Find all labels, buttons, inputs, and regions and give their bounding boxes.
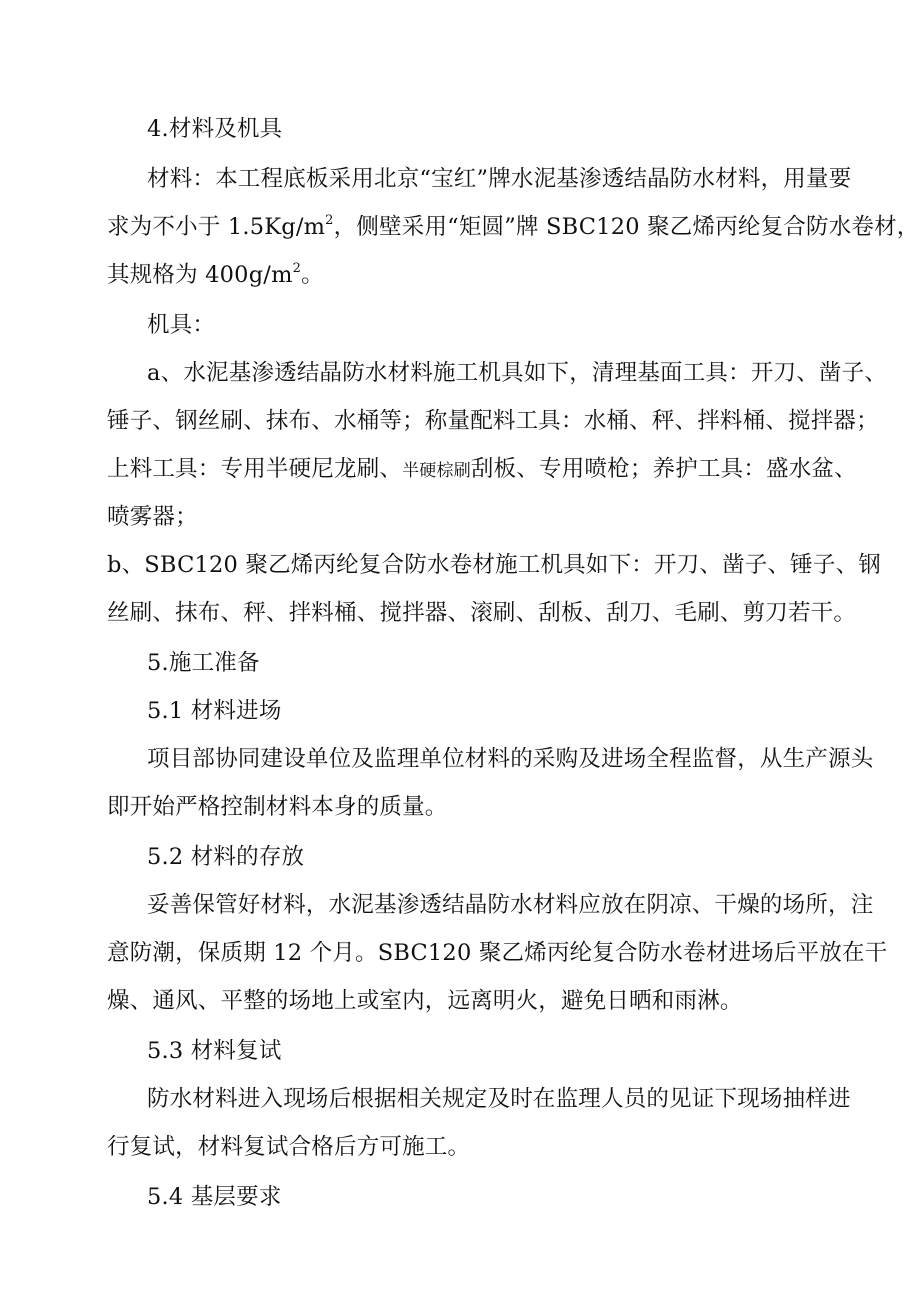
superscript-2: 2 (325, 212, 334, 228)
section-5-1-line-2: 即开始严格控制材料本身的质量。 (107, 794, 448, 820)
section-5-4-heading: 5.4 基层要求 (147, 1184, 282, 1210)
materials-line-3-part-a: 其规格为 400g/m (107, 262, 293, 288)
section-5-2-line-2: 意防潮，保质期 12 个月。SBC120 聚乙烯丙纶复合防水卷材进场后平放在干 (107, 940, 888, 966)
materials-line-2-part-a: 求为不小于 1.5Kg/m (107, 214, 326, 240)
materials-paragraph-line-1: 材料：本工程底板采用北京“宝红”牌水泥基渗透结晶防水材料，用量要 (147, 166, 852, 192)
section-5-3-line-1: 防水材料进入现场后根据相关规定及时在监理人员的见证下现场抽样进 (147, 1086, 851, 1112)
materials-line-3-part-b: 。 (301, 262, 324, 288)
materials-paragraph-line-3 (107, 258, 837, 292)
section-5-3-heading: 5.3 材料复试 (147, 1038, 282, 1064)
tools-a-line-3-part-a: 上料工具：专用半硬尼龙刷、 (107, 456, 403, 482)
tools-a-line-3 (107, 452, 857, 486)
materials-paragraph-line-2 (107, 210, 920, 244)
section-5-1-line-1: 项目部协同建设单位及监理单位材料的采购及进场全程监督，从生产源头 (147, 746, 874, 772)
tools-a-line-1: a、水泥基渗透结晶防水材料施工机具如下，清理基面工具：开刀、凿子、 (147, 360, 888, 386)
section-5-3-line-2: 行复试，材料复试合格后方可施工。 (107, 1134, 471, 1160)
section-5-2-line-1: 妥善保管好材料，水泥基渗透结晶防水材料应放在阴凉、干燥的场所，注 (147, 892, 874, 918)
section-5-1-heading: 5.1 材料进场 (147, 698, 282, 724)
section-4-heading: 4.材料及机具 (147, 116, 283, 142)
tools-a-line-4: 喷雾器； (107, 504, 198, 530)
tools-a-line-3-small-text: 半硬棕刷 (402, 461, 471, 481)
tools-b-line-2: 丝刷、抹布、秤、拌料桶、搅拌器、滚刷、刮板、刮刀、毛刷、剪刀若干。 (107, 600, 857, 626)
section-5-2-heading: 5.2 材料的存放 (147, 844, 305, 870)
tools-heading: 机具： (147, 312, 216, 338)
tools-a-line-3-part-b: 刮板、专用喷枪；养护工具：盛水盆、 (470, 456, 857, 482)
section-5-2-line-3: 燥、通风、平整的场地上或室内，远离明火，避免日晒和雨淋。 (107, 988, 743, 1014)
tools-a-line-2: 锤子、钢丝刷、抹布、水桶等；称量配料工具：水桶、秤、拌料桶、搅拌器； (107, 408, 879, 434)
tools-b-line-1: b、SBC120 聚乙烯丙纶复合防水卷材施工机具如下：开刀、凿子、锤子、钢 (107, 552, 881, 578)
section-5-heading: 5.施工准备 (147, 650, 260, 676)
superscript-2: 2 (292, 260, 302, 276)
materials-line-2-part-b: ，侧壁采用“矩圆”牌 SBC120 聚乙烯丙纶复合防水卷材， (333, 214, 920, 240)
